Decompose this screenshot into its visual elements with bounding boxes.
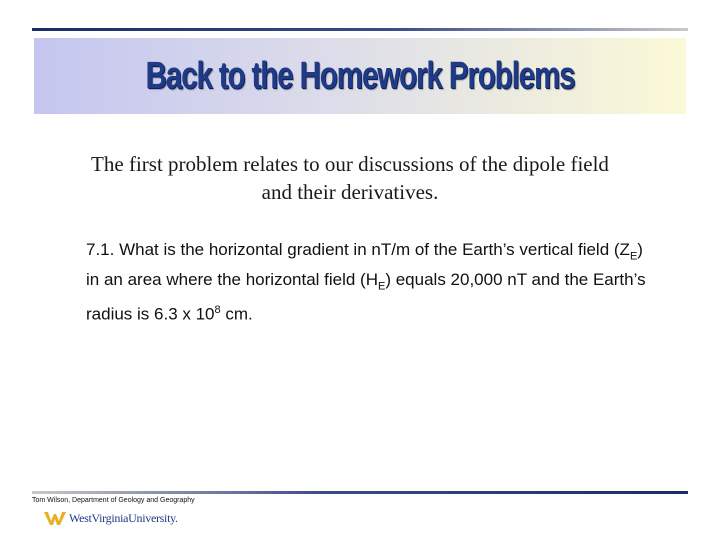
- wvu-wordmark: WestVirginiaUniversity.: [69, 511, 178, 525]
- problem-statement: [86, 238, 646, 325]
- title-banner: [34, 38, 686, 114]
- problem-text-3: ) equals 20,000 nT and the Earth’s radius is 6.3 x 10: [86, 270, 646, 324]
- problem-text-1: 7.1. What is the horizontal gradient in nT/m of the Earth’s vertical field (Z: [86, 240, 630, 259]
- intro-text: The first problem relates to our discussions of the dipole field and their derivatives.: [91, 152, 609, 204]
- subscript-e-1: E: [629, 250, 638, 263]
- bottom-divider: [32, 491, 688, 494]
- slide-title: Back to the Homework Problems: [145, 55, 575, 97]
- subscript-e-2: E: [378, 280, 386, 293]
- footer-credit: Tom Wilson, Department of Geology and Geography: [32, 497, 195, 504]
- wvu-flying-wv-icon: [44, 510, 66, 526]
- problem-text-4: cm.: [220, 304, 253, 324]
- exponent: 8: [214, 303, 221, 316]
- problem-text-2: ) in an area where the horizontal field (H: [86, 240, 643, 290]
- top-divider: [32, 28, 688, 31]
- wvu-logo: [44, 509, 244, 529]
